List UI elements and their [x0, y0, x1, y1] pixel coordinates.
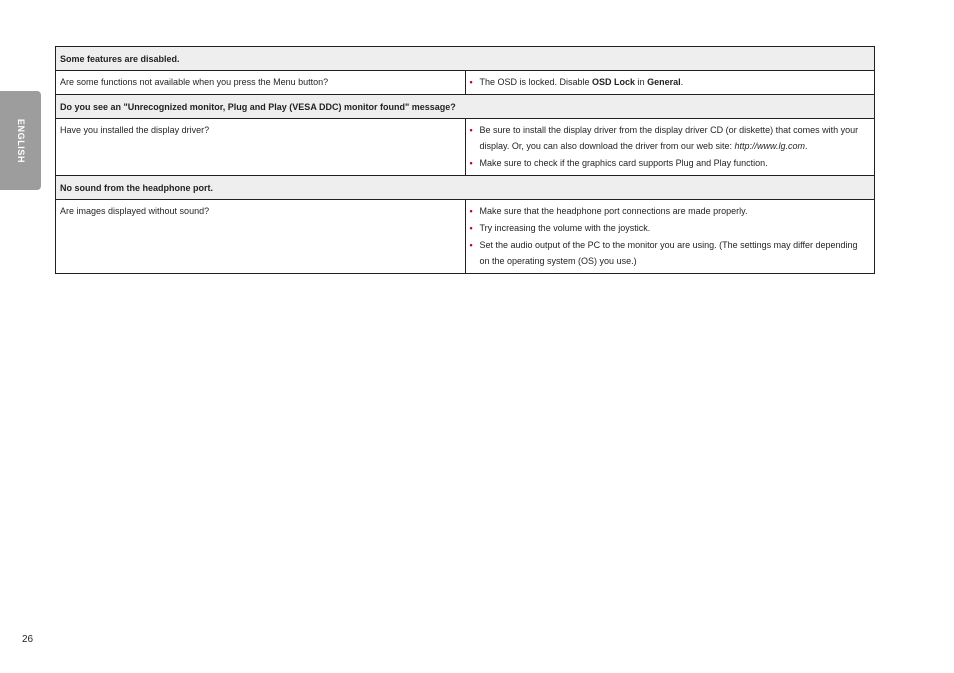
- answer-text: .: [805, 141, 808, 151]
- answer-item: [470, 220, 871, 236]
- question-cell: Have you installed the display driver?: [56, 119, 466, 176]
- page-number: 26: [22, 634, 34, 645]
- section-heading: Some features are disabled.: [56, 47, 875, 71]
- language-tab: [0, 91, 41, 190]
- answer-text: http://www.lg.com: [734, 141, 805, 151]
- answer-cell: [465, 71, 875, 95]
- answer-item: [470, 203, 871, 219]
- qa-row: [56, 200, 875, 274]
- section-heading: Do you see an "Unrecognized monitor, Plug and Play (VESA DDC) monitor found" message?: [56, 95, 875, 119]
- answer-item: [470, 74, 871, 90]
- answer-cell: [465, 200, 875, 274]
- answer-text: General: [647, 77, 681, 87]
- qa-row: [56, 71, 875, 95]
- question-cell: Are some functions not available when you press the Menu button?: [56, 71, 466, 95]
- section-heading-row: [56, 95, 875, 119]
- section-heading-row: [56, 47, 875, 71]
- bullet-icon: •: [469, 240, 473, 250]
- qa-row: [56, 119, 875, 176]
- answer-item: [470, 122, 871, 154]
- answer-list: [470, 122, 871, 171]
- section-heading: No sound from the headphone port.: [56, 176, 875, 200]
- answer-text: Make sure to check if the graphics card supports Plug and Play function.: [479, 158, 768, 168]
- bullet-icon: •: [469, 223, 473, 233]
- answer-list: [470, 74, 871, 90]
- answer-text: Be sure to install the display driver from the display driver CD (or diskette) that comes with your display. Or, you can also download the driver from our web site:: [479, 125, 859, 151]
- section-heading-row: [56, 176, 875, 200]
- bullet-icon: •: [469, 125, 473, 135]
- question-cell: Are images displayed without sound?: [56, 200, 466, 274]
- answer-text: Try increasing the volume with the joystick.: [479, 223, 651, 233]
- answer-item: [470, 155, 871, 171]
- answer-text: .: [680, 77, 684, 87]
- answer-list: [470, 203, 871, 269]
- bullet-icon: •: [469, 77, 473, 87]
- bullet-icon: •: [469, 158, 473, 168]
- answer-text: The OSD is locked. Disable: [479, 77, 593, 87]
- troubleshooting-table: [55, 46, 875, 274]
- answer-text: Make sure that the headphone port connections are made properly.: [479, 206, 748, 216]
- language-tab-label: ENGLISH: [15, 118, 26, 163]
- answer-text: OSD Lock: [592, 77, 636, 87]
- answer-cell: [465, 119, 875, 176]
- answer-text: Set the audio output of the PC to the monitor you are using. (The settings may differ depending on the operating system (OS) you use.): [479, 240, 858, 266]
- answer-text: in: [635, 77, 648, 87]
- answer-item: [470, 237, 871, 269]
- bullet-icon: •: [469, 206, 473, 216]
